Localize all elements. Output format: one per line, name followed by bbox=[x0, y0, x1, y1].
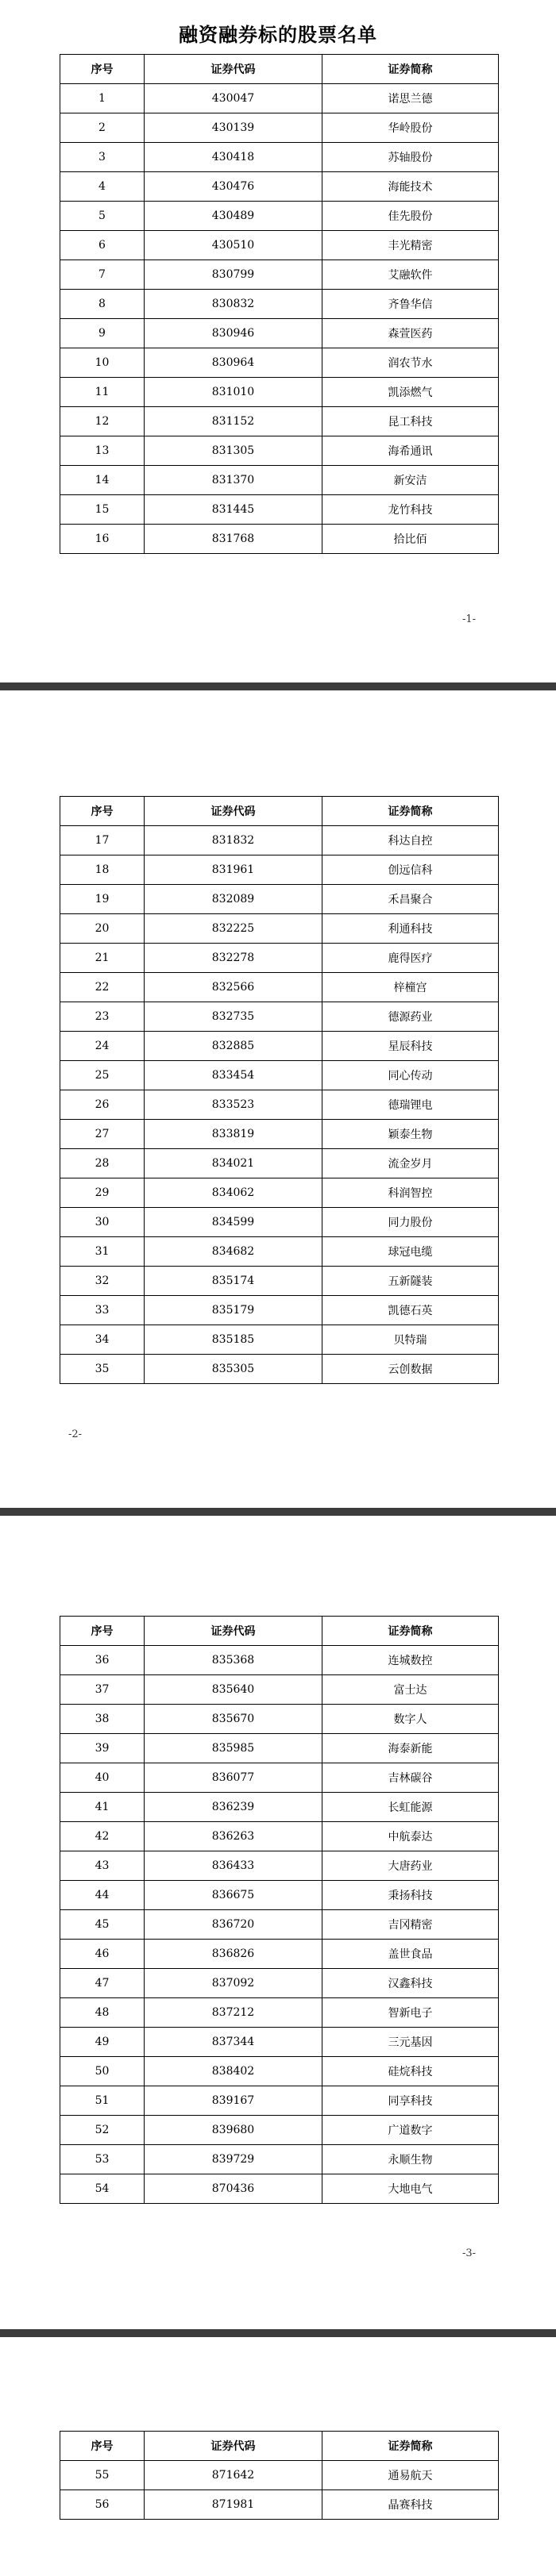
cell-code: 831832 bbox=[145, 826, 322, 855]
cell-name: 丰光精密 bbox=[322, 231, 499, 260]
cell-name: 流金岁月 bbox=[322, 1149, 499, 1178]
cell-name: 同力股份 bbox=[322, 1208, 499, 1237]
cell-seq: 2 bbox=[60, 113, 145, 143]
cell-name: 长虹能源 bbox=[322, 1793, 499, 1822]
cell-name: 梓橦宫 bbox=[322, 973, 499, 1002]
cell-name: 永顺生物 bbox=[322, 2145, 499, 2174]
cell-name: 龙竹科技 bbox=[322, 495, 499, 525]
cell-seq: 26 bbox=[60, 1090, 145, 1120]
cell-code: 831961 bbox=[145, 855, 322, 885]
cell-name: 齐鲁华信 bbox=[322, 290, 499, 319]
page-number: -1- bbox=[462, 613, 477, 625]
cell-seq: 9 bbox=[60, 319, 145, 348]
cell-name: 星辰科技 bbox=[322, 1032, 499, 1061]
table-row bbox=[60, 826, 499, 855]
cell-seq: 47 bbox=[60, 1969, 145, 1998]
cell-seq: 54 bbox=[60, 2174, 145, 2204]
cell-seq: 19 bbox=[60, 885, 145, 914]
cell-seq: 48 bbox=[60, 1998, 145, 2028]
table-row bbox=[60, 1969, 499, 1998]
table-row bbox=[60, 1061, 499, 1090]
cell-seq: 25 bbox=[60, 1061, 145, 1090]
cell-code: 836077 bbox=[145, 1763, 322, 1793]
page-number: -2- bbox=[68, 1428, 83, 1440]
table-row bbox=[60, 1267, 499, 1296]
cell-name: 森萱医药 bbox=[322, 319, 499, 348]
cell-code: 831010 bbox=[145, 378, 322, 407]
cell-name: 贝特瑞 bbox=[322, 1325, 499, 1355]
table-row bbox=[60, 319, 499, 348]
table-row bbox=[60, 1705, 499, 1734]
cell-name: 盖世食品 bbox=[322, 1940, 499, 1969]
cell-name: 数字人 bbox=[322, 1705, 499, 1734]
table-header-row bbox=[60, 2432, 499, 2461]
cell-name: 利通科技 bbox=[322, 914, 499, 944]
cell-code: 837092 bbox=[145, 1969, 322, 1998]
table-row bbox=[60, 348, 499, 378]
table-row bbox=[60, 1032, 499, 1061]
cell-name: 昆工科技 bbox=[322, 407, 499, 436]
cell-seq: 22 bbox=[60, 973, 145, 1002]
table-row bbox=[60, 260, 499, 290]
cell-seq: 41 bbox=[60, 1793, 145, 1822]
cell-name: 诺思兰德 bbox=[322, 84, 499, 113]
cell-code: 836675 bbox=[145, 1881, 322, 1910]
header-name: 证券简称 bbox=[322, 55, 499, 84]
table-row bbox=[60, 1940, 499, 1969]
table-row bbox=[60, 84, 499, 113]
table-row bbox=[60, 1237, 499, 1267]
table-row bbox=[60, 436, 499, 466]
cell-name: 拾比佰 bbox=[322, 525, 499, 554]
table-row bbox=[60, 378, 499, 407]
cell-seq: 14 bbox=[60, 466, 145, 495]
cell-seq: 7 bbox=[60, 260, 145, 290]
table-row bbox=[60, 2116, 499, 2145]
cell-name: 通易航天 bbox=[322, 2461, 499, 2490]
cell-code: 836433 bbox=[145, 1851, 322, 1881]
cell-seq: 45 bbox=[60, 1910, 145, 1940]
cell-name: 五新隧装 bbox=[322, 1267, 499, 1296]
stock-table-page-4 bbox=[60, 2431, 499, 2520]
cell-seq: 32 bbox=[60, 1267, 145, 1296]
cell-name: 禾昌聚合 bbox=[322, 885, 499, 914]
cell-code: 837212 bbox=[145, 1998, 322, 2028]
cell-code: 835305 bbox=[145, 1355, 322, 1384]
cell-code: 833454 bbox=[145, 1061, 322, 1090]
cell-seq: 29 bbox=[60, 1178, 145, 1208]
cell-seq: 12 bbox=[60, 407, 145, 436]
cell-seq: 52 bbox=[60, 2116, 145, 2145]
header-code: 证券代码 bbox=[145, 1617, 322, 1646]
table-row bbox=[60, 1090, 499, 1120]
cell-code: 831305 bbox=[145, 436, 322, 466]
cell-seq: 20 bbox=[60, 914, 145, 944]
cell-code: 832735 bbox=[145, 1002, 322, 1032]
page-separator bbox=[0, 2329, 556, 2337]
table-row bbox=[60, 113, 499, 143]
table-row bbox=[60, 172, 499, 202]
cell-code: 831152 bbox=[145, 407, 322, 436]
table-header-row bbox=[60, 1617, 499, 1646]
cell-code: 834021 bbox=[145, 1149, 322, 1178]
cell-code: 831445 bbox=[145, 495, 322, 525]
cell-name: 秉扬科技 bbox=[322, 1881, 499, 1910]
cell-name: 科达自控 bbox=[322, 826, 499, 855]
cell-name: 海希通讯 bbox=[322, 436, 499, 466]
header-code: 证券代码 bbox=[145, 2432, 322, 2461]
cell-code: 830832 bbox=[145, 290, 322, 319]
cell-code: 832885 bbox=[145, 1032, 322, 1061]
cell-name: 海能技术 bbox=[322, 172, 499, 202]
stock-table-page-1 bbox=[60, 54, 499, 554]
table-row bbox=[60, 2490, 499, 2520]
cell-name: 同心传动 bbox=[322, 1061, 499, 1090]
cell-name: 同享科技 bbox=[322, 2086, 499, 2116]
cell-name: 凯添燃气 bbox=[322, 378, 499, 407]
table-row bbox=[60, 2057, 499, 2086]
cell-name: 大唐药业 bbox=[322, 1851, 499, 1881]
page-title: 融资融券标的股票名单 bbox=[179, 23, 377, 46]
cell-name: 鹿得医疗 bbox=[322, 944, 499, 973]
table-row bbox=[60, 1793, 499, 1822]
cell-code: 837344 bbox=[145, 2028, 322, 2057]
table-row bbox=[60, 1296, 499, 1325]
cell-code: 834682 bbox=[145, 1237, 322, 1267]
table-row bbox=[60, 1881, 499, 1910]
cell-name: 富士达 bbox=[322, 1675, 499, 1705]
cell-seq: 27 bbox=[60, 1120, 145, 1149]
cell-code: 838402 bbox=[145, 2057, 322, 2086]
cell-seq: 50 bbox=[60, 2057, 145, 2086]
cell-code: 430047 bbox=[145, 84, 322, 113]
cell-code: 834062 bbox=[145, 1178, 322, 1208]
table-row bbox=[60, 2461, 499, 2490]
cell-code: 839167 bbox=[145, 2086, 322, 2116]
cell-name: 云创数据 bbox=[322, 1355, 499, 1384]
table-row bbox=[60, 143, 499, 172]
header-code: 证券代码 bbox=[145, 55, 322, 84]
cell-name: 海泰新能 bbox=[322, 1734, 499, 1763]
table-row bbox=[60, 1355, 499, 1384]
cell-code: 839729 bbox=[145, 2145, 322, 2174]
cell-name: 汉鑫科技 bbox=[322, 1969, 499, 1998]
cell-seq: 42 bbox=[60, 1822, 145, 1851]
cell-code: 836826 bbox=[145, 1940, 322, 1969]
cell-seq: 11 bbox=[60, 378, 145, 407]
cell-seq: 56 bbox=[60, 2490, 145, 2520]
cell-seq: 28 bbox=[60, 1149, 145, 1178]
cell-code: 430476 bbox=[145, 172, 322, 202]
cell-code: 835985 bbox=[145, 1734, 322, 1763]
table-row bbox=[60, 1325, 499, 1355]
cell-seq: 49 bbox=[60, 2028, 145, 2057]
cell-code: 839680 bbox=[145, 2116, 322, 2145]
header-seq: 序号 bbox=[60, 2432, 145, 2461]
cell-name: 连城数控 bbox=[322, 1646, 499, 1675]
cell-seq: 5 bbox=[60, 202, 145, 231]
cell-seq: 6 bbox=[60, 231, 145, 260]
header-name: 证券简称 bbox=[322, 797, 499, 826]
table-row bbox=[60, 973, 499, 1002]
cell-name: 硅烷科技 bbox=[322, 2057, 499, 2086]
cell-name: 吉林碳谷 bbox=[322, 1763, 499, 1793]
table-row bbox=[60, 1178, 499, 1208]
cell-seq: 15 bbox=[60, 495, 145, 525]
table-row bbox=[60, 407, 499, 436]
cell-code: 430418 bbox=[145, 143, 322, 172]
table-header-row bbox=[60, 797, 499, 826]
cell-seq: 24 bbox=[60, 1032, 145, 1061]
cell-seq: 53 bbox=[60, 2145, 145, 2174]
header-seq: 序号 bbox=[60, 55, 145, 84]
cell-name: 智新电子 bbox=[322, 1998, 499, 2028]
cell-seq: 34 bbox=[60, 1325, 145, 1355]
cell-name: 吉冈精密 bbox=[322, 1910, 499, 1940]
table-row bbox=[60, 1851, 499, 1881]
cell-name: 艾融软件 bbox=[322, 260, 499, 290]
table-row bbox=[60, 1675, 499, 1705]
cell-code: 832089 bbox=[145, 885, 322, 914]
table-row bbox=[60, 525, 499, 554]
cell-name: 球冠电缆 bbox=[322, 1237, 499, 1267]
cell-code: 870436 bbox=[145, 2174, 322, 2204]
table-row bbox=[60, 466, 499, 495]
cell-code: 871642 bbox=[145, 2461, 322, 2490]
cell-code: 871981 bbox=[145, 2490, 322, 2520]
cell-seq: 51 bbox=[60, 2086, 145, 2116]
cell-name: 创远信科 bbox=[322, 855, 499, 885]
cell-code: 835670 bbox=[145, 1705, 322, 1734]
cell-name: 颖泰生物 bbox=[322, 1120, 499, 1149]
cell-seq: 23 bbox=[60, 1002, 145, 1032]
table-row bbox=[60, 495, 499, 525]
cell-seq: 13 bbox=[60, 436, 145, 466]
cell-seq: 33 bbox=[60, 1296, 145, 1325]
cell-seq: 1 bbox=[60, 84, 145, 113]
table-row bbox=[60, 202, 499, 231]
cell-name: 佳先股份 bbox=[322, 202, 499, 231]
cell-code: 830964 bbox=[145, 348, 322, 378]
cell-name: 广道数字 bbox=[322, 2116, 499, 2145]
cell-seq: 4 bbox=[60, 172, 145, 202]
table-row bbox=[60, 290, 499, 319]
cell-seq: 21 bbox=[60, 944, 145, 973]
cell-name: 德瑞锂电 bbox=[322, 1090, 499, 1120]
cell-code: 835640 bbox=[145, 1675, 322, 1705]
cell-code: 836239 bbox=[145, 1793, 322, 1822]
stock-table-page-2 bbox=[60, 796, 499, 1384]
cell-code: 830946 bbox=[145, 319, 322, 348]
table-row bbox=[60, 1734, 499, 1763]
cell-seq: 31 bbox=[60, 1237, 145, 1267]
stock-table-page-3 bbox=[60, 1616, 499, 2204]
cell-name: 苏轴股份 bbox=[322, 143, 499, 172]
cell-code: 832225 bbox=[145, 914, 322, 944]
cell-seq: 46 bbox=[60, 1940, 145, 1969]
table-row bbox=[60, 2086, 499, 2116]
cell-seq: 39 bbox=[60, 1734, 145, 1763]
cell-seq: 17 bbox=[60, 826, 145, 855]
cell-name: 华岭股份 bbox=[322, 113, 499, 143]
page-separator bbox=[0, 1508, 556, 1516]
cell-name: 德源药业 bbox=[322, 1002, 499, 1032]
cell-name: 新安洁 bbox=[322, 466, 499, 495]
cell-seq: 40 bbox=[60, 1763, 145, 1793]
cell-seq: 37 bbox=[60, 1675, 145, 1705]
cell-seq: 10 bbox=[60, 348, 145, 378]
cell-code: 835185 bbox=[145, 1325, 322, 1355]
cell-seq: 36 bbox=[60, 1646, 145, 1675]
table-row bbox=[60, 2174, 499, 2204]
table-row bbox=[60, 1208, 499, 1237]
table-row bbox=[60, 1646, 499, 1675]
cell-code: 836720 bbox=[145, 1910, 322, 1940]
cell-code: 430510 bbox=[145, 231, 322, 260]
cell-code: 430489 bbox=[145, 202, 322, 231]
table-row bbox=[60, 1998, 499, 2028]
cell-seq: 38 bbox=[60, 1705, 145, 1734]
table-row bbox=[60, 1763, 499, 1793]
cell-seq: 18 bbox=[60, 855, 145, 885]
cell-name: 科润智控 bbox=[322, 1178, 499, 1208]
cell-code: 834599 bbox=[145, 1208, 322, 1237]
header-name: 证券简称 bbox=[322, 1617, 499, 1646]
cell-code: 832566 bbox=[145, 973, 322, 1002]
cell-name: 大地电气 bbox=[322, 2174, 499, 2204]
cell-seq: 44 bbox=[60, 1881, 145, 1910]
page-separator bbox=[0, 682, 556, 690]
table-row bbox=[60, 1822, 499, 1851]
cell-name: 三元基因 bbox=[322, 2028, 499, 2057]
table-row bbox=[60, 914, 499, 944]
cell-code: 831768 bbox=[145, 525, 322, 554]
table-row bbox=[60, 1002, 499, 1032]
cell-seq: 55 bbox=[60, 2461, 145, 2490]
header-seq: 序号 bbox=[60, 797, 145, 826]
cell-code: 835174 bbox=[145, 1267, 322, 1296]
header-code: 证券代码 bbox=[145, 797, 322, 826]
table-row bbox=[60, 1910, 499, 1940]
cell-seq: 8 bbox=[60, 290, 145, 319]
cell-code: 835368 bbox=[145, 1646, 322, 1675]
cell-name: 润农节水 bbox=[322, 348, 499, 378]
cell-code: 833523 bbox=[145, 1090, 322, 1120]
table-header-row bbox=[60, 55, 499, 84]
cell-name: 晶赛科技 bbox=[322, 2490, 499, 2520]
cell-code: 831370 bbox=[145, 466, 322, 495]
cell-seq: 16 bbox=[60, 525, 145, 554]
cell-code: 836263 bbox=[145, 1822, 322, 1851]
table-row bbox=[60, 2145, 499, 2174]
table-row bbox=[60, 231, 499, 260]
cell-seq: 30 bbox=[60, 1208, 145, 1237]
cell-code: 833819 bbox=[145, 1120, 322, 1149]
cell-seq: 43 bbox=[60, 1851, 145, 1881]
cell-code: 832278 bbox=[145, 944, 322, 973]
header-seq: 序号 bbox=[60, 1617, 145, 1646]
cell-code: 430139 bbox=[145, 113, 322, 143]
table-row bbox=[60, 1149, 499, 1178]
table-row bbox=[60, 944, 499, 973]
cell-code: 835179 bbox=[145, 1296, 322, 1325]
cell-seq: 3 bbox=[60, 143, 145, 172]
cell-name: 凯德石英 bbox=[322, 1296, 499, 1325]
table-row bbox=[60, 885, 499, 914]
cell-name: 中航泰达 bbox=[322, 1822, 499, 1851]
header-name: 证券简称 bbox=[322, 2432, 499, 2461]
page-number: -3- bbox=[462, 2247, 477, 2259]
cell-seq: 35 bbox=[60, 1355, 145, 1384]
table-row bbox=[60, 2028, 499, 2057]
table-row bbox=[60, 855, 499, 885]
cell-code: 830799 bbox=[145, 260, 322, 290]
table-row bbox=[60, 1120, 499, 1149]
